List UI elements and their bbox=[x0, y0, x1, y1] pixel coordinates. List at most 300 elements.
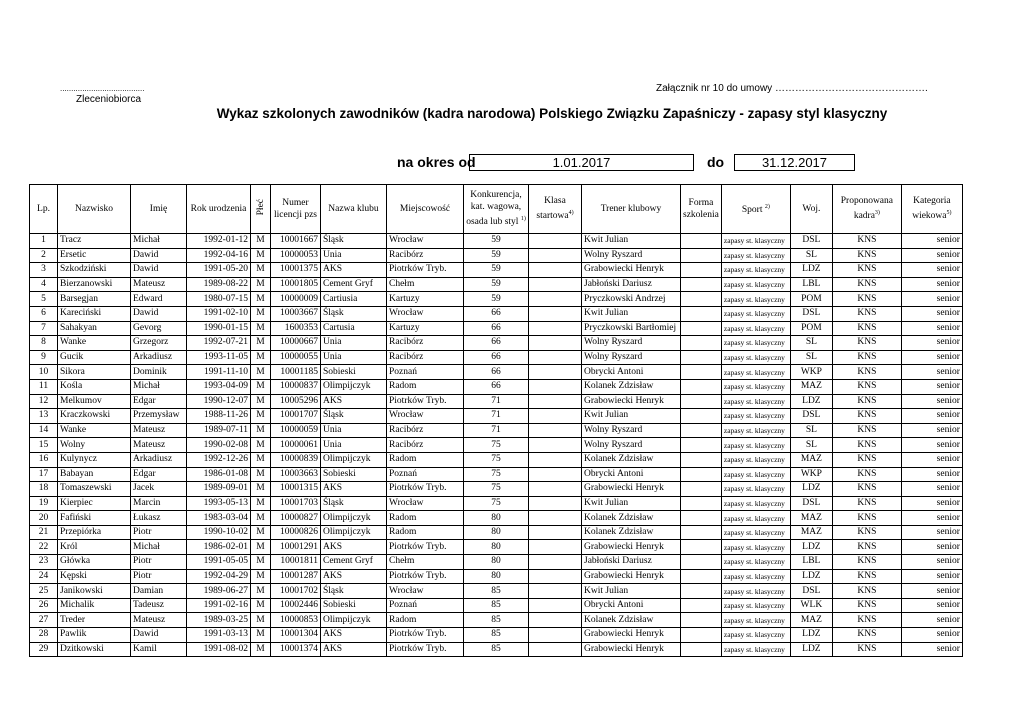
cell-numer: 10000667 bbox=[271, 336, 321, 351]
cell-plec: M bbox=[251, 379, 271, 394]
cell-woj: WKP bbox=[790, 365, 832, 380]
cell-kadra: KNS bbox=[832, 234, 901, 249]
cell-rok: 1991-05-20 bbox=[187, 263, 251, 278]
cell-kategoria: senior bbox=[901, 336, 962, 351]
cell-rok: 1988-11-26 bbox=[187, 409, 251, 424]
cell-klasa bbox=[529, 234, 582, 249]
attachment-note: Załącznik nr 10 do umowy ………………………………………. bbox=[656, 83, 928, 94]
cell-klub: Cement Gryf bbox=[321, 555, 387, 570]
table-row bbox=[30, 292, 963, 307]
cell-klub: Sobieski bbox=[321, 598, 387, 613]
cell-rok: 1990-12-07 bbox=[187, 394, 251, 409]
cell-forma bbox=[681, 438, 722, 453]
cell-klasa bbox=[529, 467, 582, 482]
cell-sport: zapasy st. klasyczny bbox=[721, 336, 790, 351]
cell-forma bbox=[681, 598, 722, 613]
cell-lp: 3 bbox=[30, 263, 58, 278]
cell-forma bbox=[681, 584, 722, 599]
cell-nazwisko: Sahakyan bbox=[58, 321, 131, 336]
cell-woj: DSL bbox=[790, 234, 832, 249]
cell-lp: 1 bbox=[30, 234, 58, 249]
cell-woj: LBL bbox=[790, 277, 832, 292]
cell-plec: M bbox=[251, 555, 271, 570]
cell-trener: Grabowiecki Henryk bbox=[582, 394, 681, 409]
cell-rok: 1992-07-21 bbox=[187, 336, 251, 351]
cell-sport: zapasy st. klasyczny bbox=[721, 234, 790, 249]
cell-plec: M bbox=[251, 613, 271, 628]
cell-klub: Cartusia bbox=[321, 321, 387, 336]
cell-trener: Wolny Ryszard bbox=[582, 350, 681, 365]
table-row bbox=[30, 569, 963, 584]
konkurencja-label: Konkurencja, kat. wagowa, osada lub styl bbox=[466, 190, 522, 228]
cell-sport: zapasy st. klasyczny bbox=[721, 452, 790, 467]
cell-rok: 1983-03-04 bbox=[187, 511, 251, 526]
cell-klasa bbox=[529, 336, 582, 351]
cell-plec: M bbox=[251, 584, 271, 599]
col-header-forma: Forma szkolenia bbox=[681, 185, 722, 234]
cell-sport: zapasy st. klasyczny bbox=[721, 569, 790, 584]
cell-miejscowosc: Racibórz bbox=[387, 248, 464, 263]
cell-klub: Cartiusia bbox=[321, 292, 387, 307]
cell-woj: DSL bbox=[790, 584, 832, 599]
cell-kategoria: senior bbox=[901, 394, 962, 409]
cell-klasa bbox=[529, 642, 582, 657]
table-row bbox=[30, 511, 963, 526]
cell-numer: 10001702 bbox=[271, 584, 321, 599]
cell-sport: zapasy st. klasyczny bbox=[721, 540, 790, 555]
cell-trener: Kolanek Zdzisław bbox=[582, 379, 681, 394]
cell-nazwisko: Wanke bbox=[58, 423, 131, 438]
cell-numer: 10001707 bbox=[271, 409, 321, 424]
cell-miejscowosc: Piotrków Tryb. bbox=[387, 540, 464, 555]
cell-rok: 1991-02-10 bbox=[187, 306, 251, 321]
cell-imie: Arkadiusz bbox=[131, 452, 187, 467]
cell-plec: M bbox=[251, 628, 271, 643]
cell-lp: 22 bbox=[30, 540, 58, 555]
cell-woj: LDZ bbox=[790, 263, 832, 278]
cell-imie: Mateusz bbox=[131, 423, 187, 438]
cell-forma bbox=[681, 511, 722, 526]
cell-woj: LDZ bbox=[790, 482, 832, 497]
cell-imie: Michał bbox=[131, 540, 187, 555]
cell-miejscowosc: Wrocław bbox=[387, 306, 464, 321]
cell-kategoria: senior bbox=[901, 234, 962, 249]
cell-numer: 10000839 bbox=[271, 452, 321, 467]
col-header-trener: Trener klubowy bbox=[582, 185, 681, 234]
table-row bbox=[30, 467, 963, 482]
cell-nazwisko: Janikowski bbox=[58, 584, 131, 599]
cell-kadra: KNS bbox=[832, 277, 901, 292]
cell-woj: MAZ bbox=[790, 452, 832, 467]
cell-kategoria: senior bbox=[901, 409, 962, 424]
cell-woj: MAZ bbox=[790, 613, 832, 628]
cell-klub: Śląsk bbox=[321, 306, 387, 321]
cell-trener: Jabłoński Dariusz bbox=[582, 277, 681, 292]
cell-trener: Wolny Ryszard bbox=[582, 336, 681, 351]
cell-numer: 10001287 bbox=[271, 569, 321, 584]
cell-numer: 10000853 bbox=[271, 613, 321, 628]
cell-numer: 10000837 bbox=[271, 379, 321, 394]
cell-sport: zapasy st. klasyczny bbox=[721, 306, 790, 321]
cell-imie: Dominik bbox=[131, 365, 187, 380]
cell-lp: 28 bbox=[30, 628, 58, 643]
cell-klasa bbox=[529, 584, 582, 599]
cell-kadra: KNS bbox=[832, 365, 901, 380]
table-row bbox=[30, 496, 963, 511]
athletes-table-wrapper bbox=[29, 184, 963, 657]
cell-kadra: KNS bbox=[832, 292, 901, 307]
cell-woj: SL bbox=[790, 248, 832, 263]
table-row bbox=[30, 321, 963, 336]
cell-woj: SL bbox=[790, 336, 832, 351]
cell-trener: Obrycki Antoni bbox=[582, 598, 681, 613]
col-header-woj: Woj. bbox=[790, 185, 832, 234]
col-header-sport bbox=[721, 185, 790, 234]
cell-konkurencja: 80 bbox=[464, 555, 529, 570]
cell-forma bbox=[681, 525, 722, 540]
cell-klasa bbox=[529, 598, 582, 613]
cell-klub: Unia bbox=[321, 423, 387, 438]
cell-klub: AKS bbox=[321, 540, 387, 555]
cell-miejscowosc: Piotrków Tryb. bbox=[387, 628, 464, 643]
cell-imie: Grzegorz bbox=[131, 336, 187, 351]
cell-klub: Śląsk bbox=[321, 234, 387, 249]
cell-rok: 1989-07-11 bbox=[187, 423, 251, 438]
cell-kadra: KNS bbox=[832, 555, 901, 570]
period-to-field[interactable]: 31.12.2017 bbox=[734, 154, 855, 171]
cell-plec: M bbox=[251, 306, 271, 321]
cell-rok: 1992-04-29 bbox=[187, 569, 251, 584]
cell-miejscowosc: Radom bbox=[387, 613, 464, 628]
cell-woj: POM bbox=[790, 292, 832, 307]
cell-plec: M bbox=[251, 394, 271, 409]
cell-sport: zapasy st. klasyczny bbox=[721, 292, 790, 307]
cell-miejscowosc: Radom bbox=[387, 525, 464, 540]
cell-trener: Wolny Ryszard bbox=[582, 438, 681, 453]
cell-imie: Edgar bbox=[131, 394, 187, 409]
table-row bbox=[30, 394, 963, 409]
cell-nazwisko: Bierzanowski bbox=[58, 277, 131, 292]
cell-lp: 23 bbox=[30, 555, 58, 570]
cell-trener: Grabowiecki Henryk bbox=[582, 642, 681, 657]
cell-miejscowosc: Piotrków Tryb. bbox=[387, 569, 464, 584]
cell-forma bbox=[681, 248, 722, 263]
cell-klub: Unia bbox=[321, 350, 387, 365]
cell-miejscowosc: Racibórz bbox=[387, 438, 464, 453]
cell-forma bbox=[681, 409, 722, 424]
cell-kadra: KNS bbox=[832, 263, 901, 278]
cell-sport: zapasy st. klasyczny bbox=[721, 277, 790, 292]
kadra-footnote: 3) bbox=[874, 210, 880, 217]
cell-kadra: KNS bbox=[832, 540, 901, 555]
cell-nazwisko: Tracz bbox=[58, 234, 131, 249]
cell-plec: M bbox=[251, 467, 271, 482]
cell-miejscowosc: Piotrków Tryb. bbox=[387, 394, 464, 409]
cell-lp: 11 bbox=[30, 379, 58, 394]
cell-konkurencja: 75 bbox=[464, 482, 529, 497]
cell-nazwisko: Tomaszewski bbox=[58, 482, 131, 497]
cell-trener: Grabowiecki Henryk bbox=[582, 628, 681, 643]
cell-numer: 10001185 bbox=[271, 365, 321, 380]
table-row bbox=[30, 263, 963, 278]
cell-rok: 1991-08-02 bbox=[187, 642, 251, 657]
cell-klasa bbox=[529, 321, 582, 336]
cell-kadra: KNS bbox=[832, 350, 901, 365]
cell-plec: M bbox=[251, 642, 271, 657]
cell-konkurencja: 66 bbox=[464, 321, 529, 336]
cell-numer: 10000061 bbox=[271, 438, 321, 453]
cell-trener: Kwit Julian bbox=[582, 409, 681, 424]
cell-numer: 10001374 bbox=[271, 642, 321, 657]
cell-klasa bbox=[529, 511, 582, 526]
cell-konkurencja: 75 bbox=[464, 452, 529, 467]
cell-klub: Śląsk bbox=[321, 409, 387, 424]
cell-nazwisko: Kośla bbox=[58, 379, 131, 394]
cell-trener: Kolanek Zdzisław bbox=[582, 452, 681, 467]
cell-konkurencja: 71 bbox=[464, 423, 529, 438]
cell-trener: Wolny Ryszard bbox=[582, 423, 681, 438]
cell-rok: 1993-05-13 bbox=[187, 496, 251, 511]
col-header-kadra bbox=[832, 185, 901, 234]
cell-plec: M bbox=[251, 525, 271, 540]
cell-imie: Piotr bbox=[131, 525, 187, 540]
cell-sport: zapasy st. klasyczny bbox=[721, 496, 790, 511]
cell-plec: M bbox=[251, 365, 271, 380]
col-header-lp: Lp. bbox=[30, 185, 58, 234]
cell-kategoria: senior bbox=[901, 306, 962, 321]
cell-plec: M bbox=[251, 292, 271, 307]
table-row bbox=[30, 555, 963, 570]
cell-trener: Pryczkowski Bartłomiej bbox=[582, 321, 681, 336]
cell-klasa bbox=[529, 482, 582, 497]
cell-numer: 10000827 bbox=[271, 511, 321, 526]
cell-numer: 1600353 bbox=[271, 321, 321, 336]
cell-sport: zapasy st. klasyczny bbox=[721, 379, 790, 394]
cell-miejscowosc: Racibórz bbox=[387, 350, 464, 365]
cell-rok: 1989-08-22 bbox=[187, 277, 251, 292]
cell-rok: 1989-09-01 bbox=[187, 482, 251, 497]
contractor-label: Zleceniobiorca bbox=[76, 94, 142, 105]
cell-plec: M bbox=[251, 496, 271, 511]
cell-kadra: KNS bbox=[832, 336, 901, 351]
col-header-kategoria bbox=[901, 185, 962, 234]
cell-konkurencja: 80 bbox=[464, 540, 529, 555]
table-row bbox=[30, 482, 963, 497]
cell-imie: Edgar bbox=[131, 467, 187, 482]
cell-forma bbox=[681, 423, 722, 438]
cell-imie: Piotr bbox=[131, 555, 187, 570]
cell-konkurencja: 75 bbox=[464, 467, 529, 482]
cell-klub: Sobieski bbox=[321, 467, 387, 482]
cell-numer: 10005296 bbox=[271, 394, 321, 409]
cell-kadra: KNS bbox=[832, 613, 901, 628]
cell-sport: zapasy st. klasyczny bbox=[721, 365, 790, 380]
cell-nazwisko: Kareciński bbox=[58, 306, 131, 321]
cell-forma bbox=[681, 365, 722, 380]
klasa-footnote: 4) bbox=[568, 210, 574, 217]
cell-rok: 1992-12-26 bbox=[187, 452, 251, 467]
cell-klasa bbox=[529, 409, 582, 424]
cell-nazwisko: Kępski bbox=[58, 569, 131, 584]
cell-trener: Wolny Ryszard bbox=[582, 248, 681, 263]
cell-konkurencja: 71 bbox=[464, 394, 529, 409]
cell-miejscowosc: Wrocław bbox=[387, 409, 464, 424]
cell-klasa bbox=[529, 423, 582, 438]
cell-klasa bbox=[529, 555, 582, 570]
cell-kadra: KNS bbox=[832, 394, 901, 409]
cell-klasa bbox=[529, 365, 582, 380]
cell-miejscowosc: Chełm bbox=[387, 277, 464, 292]
cell-rok: 1993-11-05 bbox=[187, 350, 251, 365]
cell-plec: M bbox=[251, 234, 271, 249]
cell-kadra: KNS bbox=[832, 511, 901, 526]
cell-nazwisko: Melkumov bbox=[58, 394, 131, 409]
cell-rok: 1986-02-01 bbox=[187, 540, 251, 555]
cell-klub: Cement Gryf bbox=[321, 277, 387, 292]
cell-klub: Unia bbox=[321, 438, 387, 453]
cell-forma bbox=[681, 336, 722, 351]
document-title: Wykaz szkolonych zawodników (kadra narodowa) Polskiego Związku Zapaśniczy - zapasy styl klasyczny bbox=[216, 106, 888, 121]
cell-rok: 1980-07-15 bbox=[187, 292, 251, 307]
cell-kadra: KNS bbox=[832, 569, 901, 584]
cell-sport: zapasy st. klasyczny bbox=[721, 423, 790, 438]
plec-label: Płeć bbox=[255, 198, 266, 216]
period-from-field[interactable]: 1.01.2017 bbox=[469, 154, 694, 171]
cell-rok: 1991-03-13 bbox=[187, 628, 251, 643]
kategoria-label: Kategoria wiekowa bbox=[912, 196, 951, 222]
cell-nazwisko: Dzitkowski bbox=[58, 642, 131, 657]
cell-woj: POM bbox=[790, 321, 832, 336]
cell-woj: MAZ bbox=[790, 511, 832, 526]
cell-plec: M bbox=[251, 350, 271, 365]
cell-sport: zapasy st. klasyczny bbox=[721, 467, 790, 482]
cell-forma bbox=[681, 555, 722, 570]
cell-lp: 17 bbox=[30, 467, 58, 482]
cell-forma bbox=[681, 540, 722, 555]
cell-nazwisko: Główka bbox=[58, 555, 131, 570]
cell-konkurencja: 80 bbox=[464, 569, 529, 584]
cell-trener: Grabowiecki Henryk bbox=[582, 263, 681, 278]
cell-numer: 10001375 bbox=[271, 263, 321, 278]
cell-plec: M bbox=[251, 409, 271, 424]
cell-woj: LDZ bbox=[790, 394, 832, 409]
cell-forma bbox=[681, 452, 722, 467]
cell-sport: zapasy st. klasyczny bbox=[721, 584, 790, 599]
cell-woj: SL bbox=[790, 438, 832, 453]
col-header-numer: Numer licencji pzs bbox=[271, 185, 321, 234]
cell-trener: Obrycki Antoni bbox=[582, 365, 681, 380]
cell-sport: zapasy st. klasyczny bbox=[721, 248, 790, 263]
cell-kategoria: senior bbox=[901, 365, 962, 380]
cell-konkurencja: 85 bbox=[464, 628, 529, 643]
cell-numer: 10003663 bbox=[271, 467, 321, 482]
cell-klub: AKS bbox=[321, 642, 387, 657]
cell-woj: DSL bbox=[790, 306, 832, 321]
athletes-table bbox=[29, 184, 963, 657]
table-row bbox=[30, 613, 963, 628]
cell-nazwisko: Treder bbox=[58, 613, 131, 628]
cell-imie: Przemysław bbox=[131, 409, 187, 424]
col-header-klub: Nazwa klubu bbox=[321, 185, 387, 234]
cell-imie: Tadeusz bbox=[131, 598, 187, 613]
cell-kadra: KNS bbox=[832, 525, 901, 540]
cell-trener: Pryczkowski Andrzej bbox=[582, 292, 681, 307]
cell-forma bbox=[681, 321, 722, 336]
cell-nazwisko: Szkodziński bbox=[58, 263, 131, 278]
cell-kategoria: senior bbox=[901, 379, 962, 394]
cell-miejscowosc: Kartuzy bbox=[387, 292, 464, 307]
cell-forma bbox=[681, 394, 722, 409]
col-header-klasa bbox=[529, 185, 582, 234]
cell-imie: Michał bbox=[131, 379, 187, 394]
cell-plec: M bbox=[251, 321, 271, 336]
cell-lp: 18 bbox=[30, 482, 58, 497]
cell-kadra: KNS bbox=[832, 409, 901, 424]
table-row bbox=[30, 336, 963, 351]
cell-lp: 14 bbox=[30, 423, 58, 438]
cell-rok: 1992-04-16 bbox=[187, 248, 251, 263]
table-body bbox=[30, 234, 963, 657]
cell-imie: Mateusz bbox=[131, 438, 187, 453]
table-row bbox=[30, 540, 963, 555]
cell-numer: 10002446 bbox=[271, 598, 321, 613]
cell-klasa bbox=[529, 569, 582, 584]
cell-woj: WKP bbox=[790, 467, 832, 482]
cell-kadra: KNS bbox=[832, 496, 901, 511]
cell-nazwisko: Przepiórka bbox=[58, 525, 131, 540]
cell-rok: 1991-02-16 bbox=[187, 598, 251, 613]
cell-konkurencja: 80 bbox=[464, 511, 529, 526]
cell-rok: 1986-01-08 bbox=[187, 467, 251, 482]
cell-lp: 13 bbox=[30, 409, 58, 424]
cell-klasa bbox=[529, 263, 582, 278]
cell-plec: M bbox=[251, 423, 271, 438]
cell-klub: Unia bbox=[321, 336, 387, 351]
cell-kategoria: senior bbox=[901, 496, 962, 511]
cell-nazwisko: Wolny bbox=[58, 438, 131, 453]
cell-trener: Grabowiecki Henryk bbox=[582, 540, 681, 555]
cell-imie: Marcin bbox=[131, 496, 187, 511]
cell-nazwisko: Król bbox=[58, 540, 131, 555]
cell-numer: 10001315 bbox=[271, 482, 321, 497]
cell-sport: zapasy st. klasyczny bbox=[721, 642, 790, 657]
cell-numer: 10000826 bbox=[271, 525, 321, 540]
cell-numer: 10001811 bbox=[271, 555, 321, 570]
cell-kategoria: senior bbox=[901, 555, 962, 570]
cell-sport: zapasy st. klasyczny bbox=[721, 525, 790, 540]
cell-klub: AKS bbox=[321, 263, 387, 278]
cell-imie: Dawid bbox=[131, 263, 187, 278]
cell-plec: M bbox=[251, 263, 271, 278]
sport-label: Sport bbox=[741, 205, 763, 216]
cell-lp: 6 bbox=[30, 306, 58, 321]
cell-sport: zapasy st. klasyczny bbox=[721, 613, 790, 628]
cell-numer: 10003667 bbox=[271, 306, 321, 321]
cell-nazwisko: Pawlik bbox=[58, 628, 131, 643]
cell-lp: 25 bbox=[30, 584, 58, 599]
cell-nazwisko: Barsegjan bbox=[58, 292, 131, 307]
cell-kategoria: senior bbox=[901, 292, 962, 307]
table-row bbox=[30, 628, 963, 643]
cell-klub: AKS bbox=[321, 628, 387, 643]
cell-lp: 7 bbox=[30, 321, 58, 336]
cell-nazwisko: Michalik bbox=[58, 598, 131, 613]
col-header-imie: Imię bbox=[131, 185, 187, 234]
cell-imie: Mateusz bbox=[131, 613, 187, 628]
cell-konkurencja: 85 bbox=[464, 584, 529, 599]
cell-rok: 1993-04-09 bbox=[187, 379, 251, 394]
cell-woj: LBL bbox=[790, 555, 832, 570]
